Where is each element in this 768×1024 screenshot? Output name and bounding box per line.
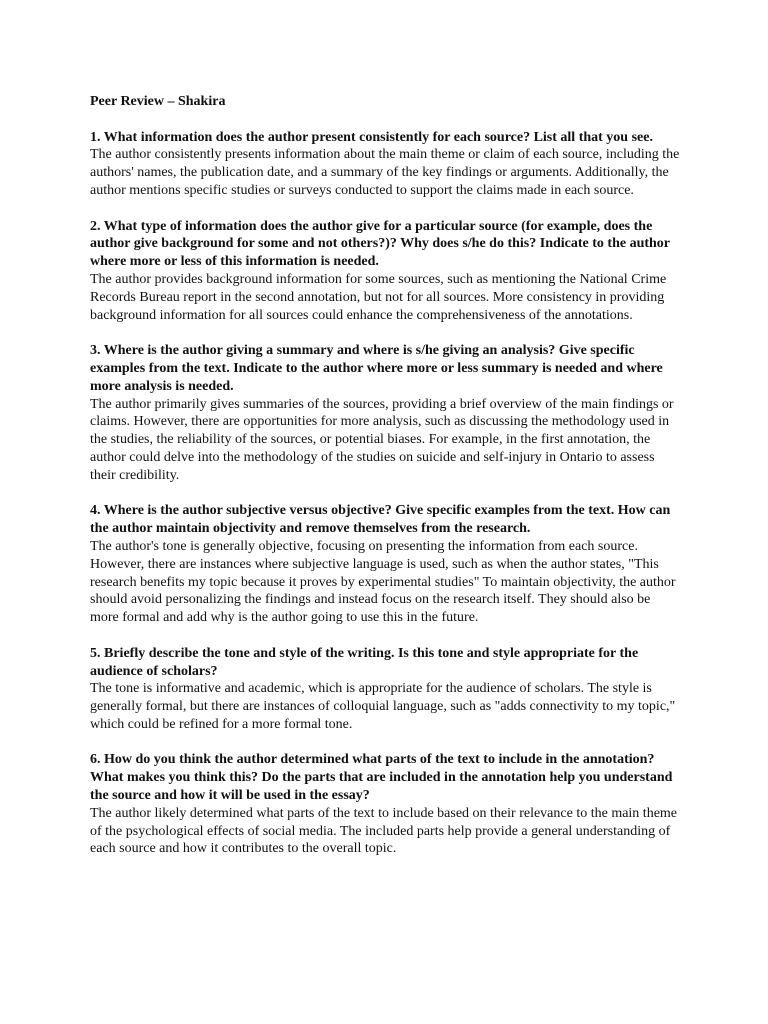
answer-3: The author primarily gives summaries of the sources, providing a brief overview of the main findings or claims. However, there are opportunities for more analysis, such as discussing the methodology used in the studies, the reliability of the sources, or potential biases. For example, in the first annotation, the author could delve into the methodology of the studies on suicide and self-injury in Ontario to assess their credibility.: [90, 396, 674, 483]
qa-item-5: [90, 645, 682, 734]
answer-4: The author's tone is generally objective, focusing on presenting the information from each source. However, there are instances where subjective language is used, such as when the author states, "This research benefits my topic because it proves by experimental studies" To maintain objectivity, the author should avoid personalizing the findings and instead focus on the research itself. They should also be more formal and add why is the author going to use this in the future.: [90, 538, 676, 626]
qa-item-1: [90, 129, 682, 200]
qa-item-3: [90, 342, 682, 484]
question-4: 4. Where is the author subjective versus objective? Give specific examples from the text. How can the author maintain objectivity and remove themselves from the research.: [90, 503, 671, 537]
answer-5: The tone is informative and academic, which is appropriate for the audience of scholars. The style is generally formal, but there are instances of colloquial language, such as "adds connectivity to my topic," which could be refined for a more formal tone.: [90, 681, 676, 732]
qa-item-6: [90, 751, 682, 858]
answer-2: The author provides background information for some sources, such as mentioning the National Crime Records Bureau report in the second annotation, but not for all sources. More consistency in providing background information for all sources could enhance the comprehensiveness of the annotations.: [90, 271, 667, 323]
question-1: 1. What information does the author present consistently for each source? List all that you see.: [90, 129, 653, 145]
answer-6: The author likely determined what parts of the text to include based on their relevance to the main theme of the psychological effects of social media. The included parts help provide a general understanding of each source and how it contributes to the overall topic.: [90, 805, 678, 857]
question-3: 3. Where is the author giving a summary and where is s/he giving an analysis? Give specific examples from the text. Indicate to the author where more or less summary is needed and where more analysis is needed.: [90, 343, 663, 394]
document-title: Peer Review – Shakira: [90, 94, 226, 109]
document-page: [90, 93, 682, 876]
qa-item-2: [90, 218, 682, 325]
question-2: 2. What type of information does the author give for a particular source (for example, does the author give background for some and not others?)? Why does s/he do this? Indicate to the author where more or less of this information is needed.: [90, 218, 670, 270]
question-6: 6. How do you think the author determined what parts of the text to include in the annotation? What makes you think this? Do the parts that are included in the annotation help you understand the source and how it will be used in the essay?: [90, 752, 673, 804]
answer-1: The author consistently presents information about the main theme or claim of each source, including the authors' names, the publication date, and a summary of the key findings or arguments. Additionally, the author mentions specific studies or surveys conducted to support the claims made in each source.: [90, 147, 680, 198]
question-5: 5. Briefly describe the tone and style of the writing. Is this tone and style appropriate for the audience of scholars?: [90, 645, 639, 679]
qa-item-4: [90, 502, 682, 627]
